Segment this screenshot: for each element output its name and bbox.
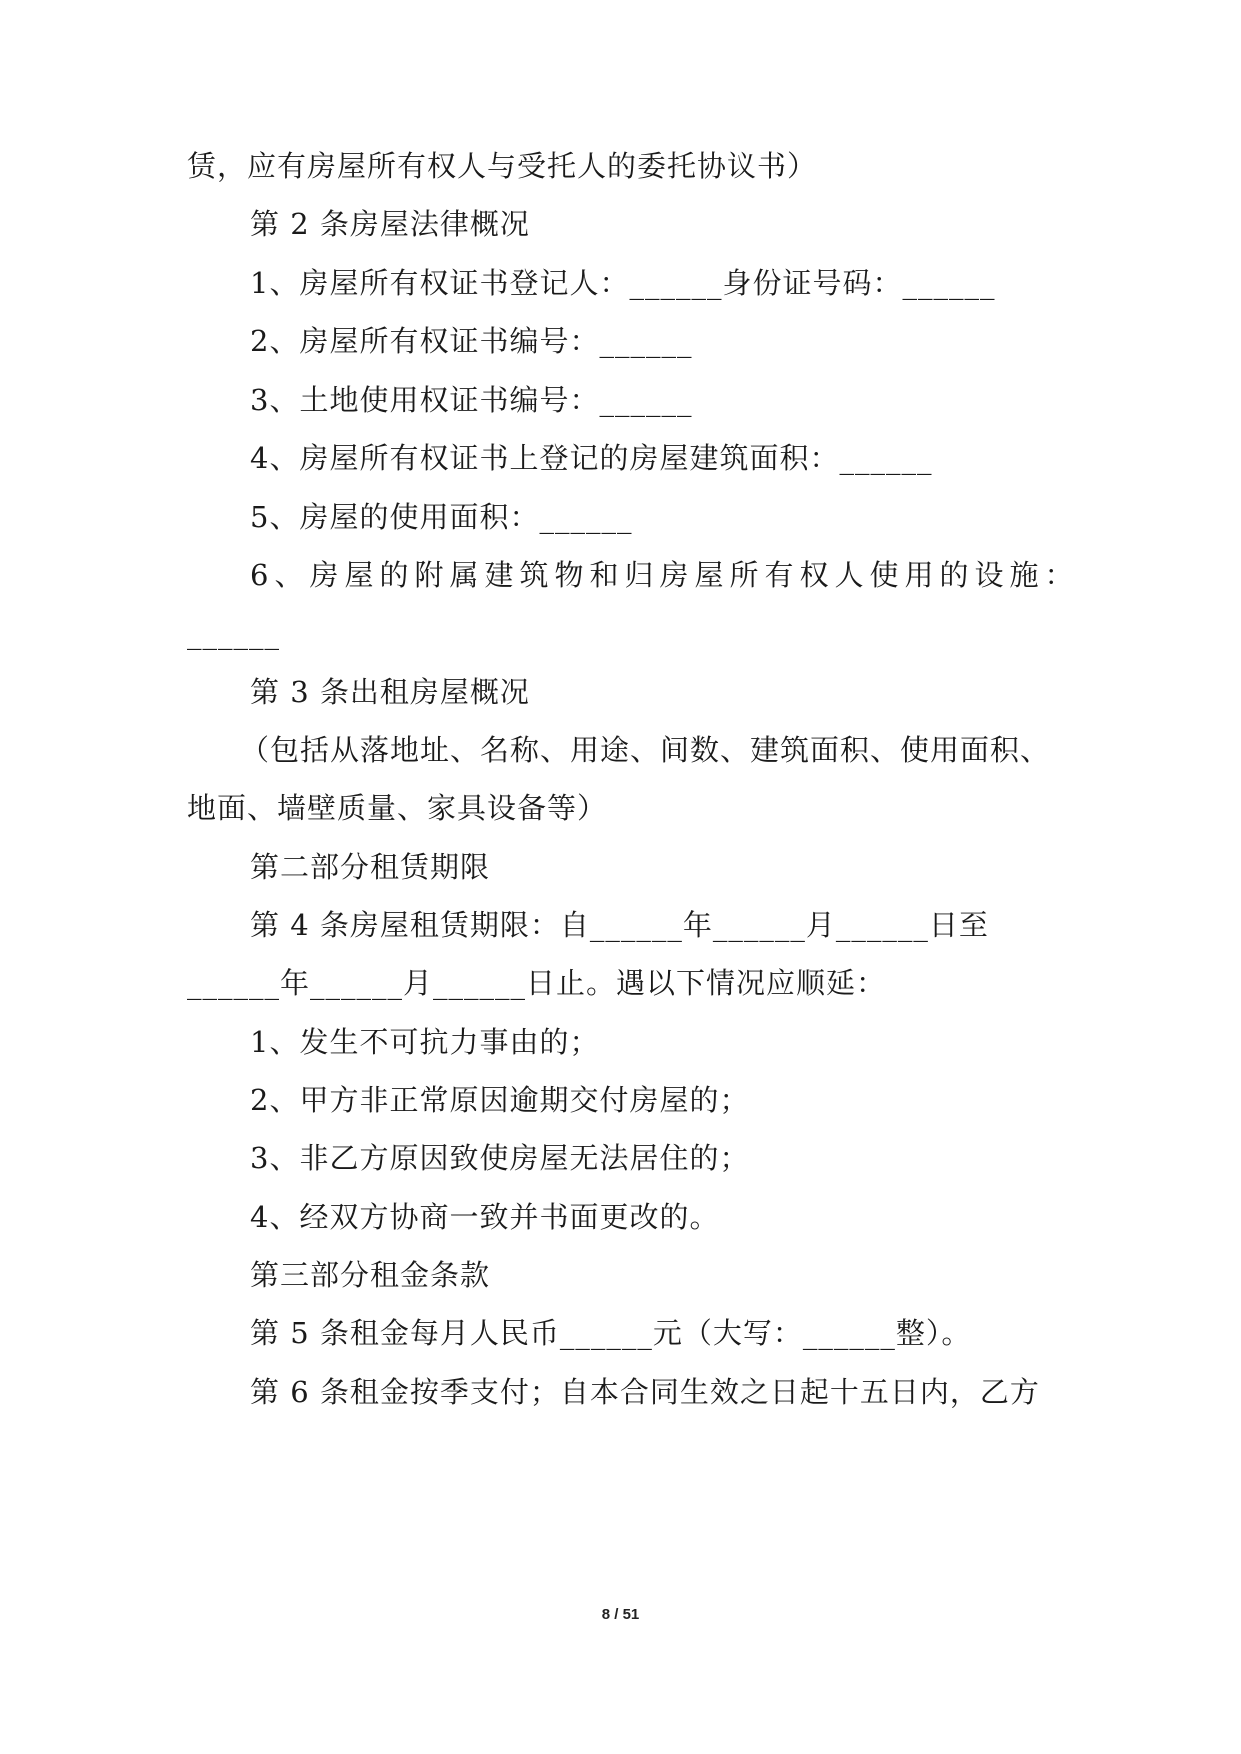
page-number: 8 / 51 [601,1606,640,1623]
text-line: 赁，应有房屋所有权人与受托人的委托协议书） [187,149,818,183]
section-heading: 第三部分租金条款 [250,1258,491,1292]
article-heading: 第 2 条房屋法律概况 [250,207,530,241]
text-line: 3、土地使用权证书编号：______ [250,383,693,417]
text-line: 2、房屋所有权证书编号：______ [250,324,693,358]
article-heading: 第 6 条租金按季支付；自本合同生效之日起十五日内，乙方 [250,1375,1040,1409]
text-line: 1、发生不可抗力事由的； [250,1025,600,1059]
article-heading: 第 3 条出租房屋概况 [250,675,530,709]
text-line: 1、房屋所有权证书登记人：______身份证号码：______ [250,266,996,300]
text-line: 地面、墙壁质量、家具设备等） [187,791,608,825]
text-line: 4、经双方协商一致并书面更改的。 [250,1200,720,1234]
section-heading: 第二部分租赁期限 [250,850,491,884]
text-line: 5、房屋的使用面积：______ [250,500,633,534]
text-line: 6、房屋的附属建筑物和归房屋所有权人使用的设施： [250,558,1080,592]
text-line: ______年______月______日止。遇以下情况应顺延： [187,966,887,1000]
article-heading: 第 4 条房屋租赁期限：自______年______月______日至 [250,908,989,942]
article-heading: 第 5 条租金每月人民币______元（大写：______整）。 [250,1316,972,1350]
text-line: 4、房屋所有权证书上登记的房屋建筑面积：______ [250,441,933,475]
text-line: （包括从落地址、名称、用途、间数、建筑面积、使用面积、 [240,733,1051,767]
text-line: 3、非乙方原因致使房屋无法居住的； [250,1141,750,1175]
text-line: ______ [187,616,280,650]
text-line: 2、甲方非正常原因逾期交付房屋的； [250,1083,750,1117]
